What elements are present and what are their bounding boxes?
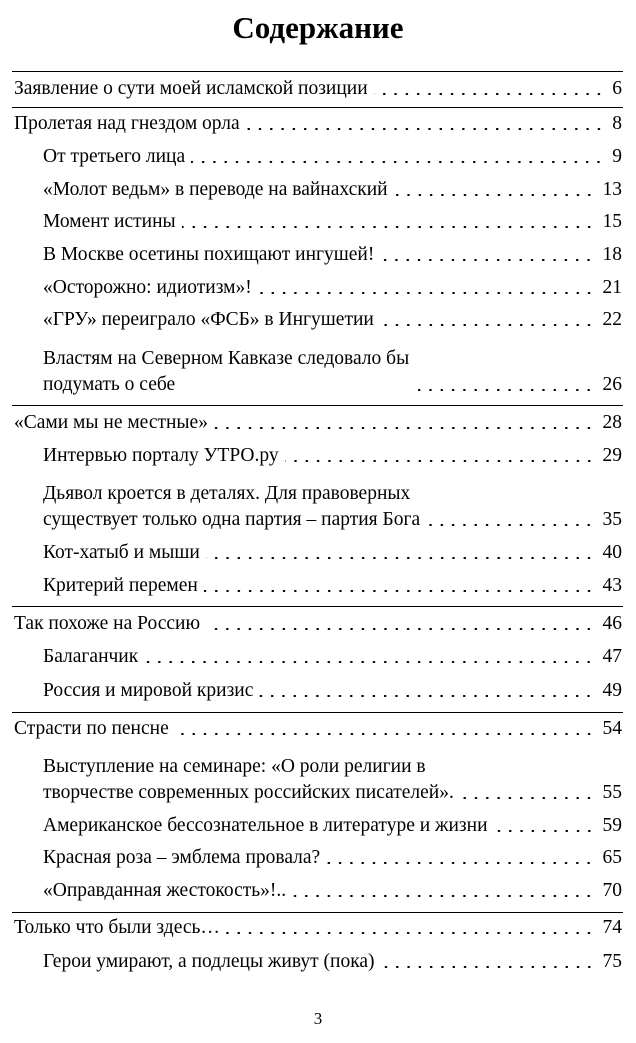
toc-entry-title: «Оправданная жестокость»!.. — [43, 880, 287, 901]
toc-entry-page: 65 — [602, 847, 622, 868]
toc-entry — [43, 949, 622, 975]
toc-entry-page: 40 — [602, 542, 622, 563]
dot-leader — [292, 895, 594, 897]
toc-entry-page: 54 — [602, 718, 622, 739]
toc-entry-title: Кот-хатыб и мыши — [43, 542, 200, 563]
toc-entry-title: В Москве осетины похищают ингушей! — [43, 244, 375, 265]
dot-leader — [204, 590, 595, 592]
toc-entry — [43, 573, 622, 599]
toc-entry-title: Россия и мировой кризис — [43, 680, 254, 701]
toc-entry-title: Пролетая над гнездом орла — [14, 113, 240, 134]
dot-leader — [326, 862, 594, 864]
toc-entry-title: Интервью порталу УТРО.ру — [43, 445, 279, 466]
divider — [12, 107, 623, 108]
toc-entry — [43, 845, 622, 871]
toc-entry-page: 18 — [602, 244, 622, 265]
toc-entry — [43, 540, 622, 566]
toc-entry — [43, 307, 622, 333]
toc-entry-page: 6 — [612, 78, 622, 99]
toc-entry-page: 15 — [602, 211, 622, 232]
dot-leader — [415, 389, 594, 391]
dot-leader — [285, 460, 595, 462]
dot-leader — [380, 324, 595, 326]
dot-leader — [258, 292, 595, 294]
toc-entry — [14, 76, 622, 102]
toc-entry-title: Американское бессознательное в литературе и жизни — [43, 815, 488, 836]
toc-entry — [14, 611, 622, 637]
toc-entry-page: 74 — [602, 917, 622, 938]
dot-leader — [426, 524, 594, 526]
page-title: Содержание — [232, 10, 404, 45]
dot-leader — [214, 427, 595, 429]
dot-leader — [206, 628, 594, 630]
toc-entry-page: 26 — [602, 374, 622, 395]
toc-entry — [43, 443, 622, 469]
divider — [12, 912, 623, 913]
toc-entry-page: 13 — [602, 179, 622, 200]
toc-entry-page: 49 — [602, 680, 622, 701]
toc-entry-page: 29 — [602, 445, 622, 466]
toc-entry — [43, 242, 622, 268]
toc-entry-title: Заявление о сути моей исламской позиции — [14, 78, 368, 99]
toc-entry-title: Момент истины — [43, 211, 176, 232]
divider — [12, 71, 623, 72]
toc-entry-title: Критерий перемен — [43, 575, 198, 596]
toc-entry — [43, 144, 622, 170]
toc-entry-title: Так похоже на Россию — [14, 613, 201, 634]
toc-entry-title: Балаганчик — [43, 646, 139, 667]
page-number: 3 — [313, 1009, 323, 1028]
toc-entry-title: Страсти по пенсне — [14, 718, 169, 739]
divider — [12, 606, 623, 607]
toc-entry-title: Герои умирают, а подлецы живут (пока) — [43, 951, 375, 972]
toc-entry-title: «Осторожно: идиотизм»! — [43, 277, 252, 298]
toc-entry-page: 43 — [602, 575, 622, 596]
toc-entry — [14, 716, 622, 742]
toc-entry-title: «Сами мы не местные» — [14, 412, 208, 433]
toc-entry-title: От третьего лица — [43, 146, 186, 167]
toc-entry-page: 59 — [602, 815, 622, 836]
divider — [12, 405, 623, 406]
toc-entry — [14, 410, 622, 436]
toc-entry — [43, 481, 622, 533]
toc-entry — [14, 111, 622, 137]
dot-leader — [380, 259, 594, 261]
toc-entry-page: 21 — [602, 277, 622, 298]
dot-leader — [182, 226, 595, 228]
toc-entry-page: 8 — [612, 113, 622, 134]
dot-leader — [226, 932, 595, 934]
toc-entry-page: 9 — [612, 146, 622, 167]
toc-entry-title: Дьявол кроется в деталях. Для правоверных существует только одна партия – партия Бога — [43, 483, 421, 530]
toc-entry — [43, 878, 622, 904]
dot-leader — [259, 695, 594, 697]
toc-entry-page: 35 — [602, 509, 622, 530]
dot-leader — [206, 557, 595, 559]
toc-entry-title: Властям на Северном Кавказе следовало бы подумать о себе — [43, 348, 410, 395]
toc-entry — [43, 813, 622, 839]
toc-entry-page: 46 — [602, 613, 622, 634]
toc-entry-title: Только что были здесь… — [14, 917, 220, 938]
toc-entry-page: 47 — [602, 646, 622, 667]
toc-entry — [43, 346, 622, 398]
toc-entry-page: 22 — [602, 309, 622, 330]
toc-entry-page: 70 — [602, 880, 622, 901]
toc-entry-title: «ГРУ» переиграло «ФСБ» в Ингушетии — [43, 309, 374, 330]
toc-entry — [43, 644, 622, 670]
dot-leader — [494, 830, 595, 832]
toc-entry — [43, 754, 622, 806]
dot-leader — [381, 966, 595, 968]
dot-leader — [191, 161, 604, 163]
toc-entry-title: Красная роза – эмблема провала? — [43, 847, 321, 868]
divider — [12, 712, 623, 713]
dot-leader — [394, 194, 595, 196]
dot-leader — [175, 733, 595, 735]
toc-entry — [43, 209, 622, 235]
dot-leader — [460, 797, 595, 799]
toc-entry — [43, 275, 622, 301]
toc-entry — [14, 915, 622, 941]
dot-leader — [246, 128, 605, 130]
toc-entry-page: 55 — [602, 782, 622, 803]
toc-entry-title: «Молот ведьм» в переводе на вайнахский — [43, 179, 388, 200]
toc-entry-page: 28 — [602, 412, 622, 433]
toc-entry-page: 75 — [602, 951, 622, 972]
dot-leader — [144, 661, 594, 663]
dot-leader — [374, 93, 605, 95]
toc-entry — [43, 177, 622, 203]
toc-entry — [43, 678, 622, 704]
toc-entry-title: Выступление на семинаре: «О роли религии в творчестве современных российских писателей». — [43, 756, 454, 803]
